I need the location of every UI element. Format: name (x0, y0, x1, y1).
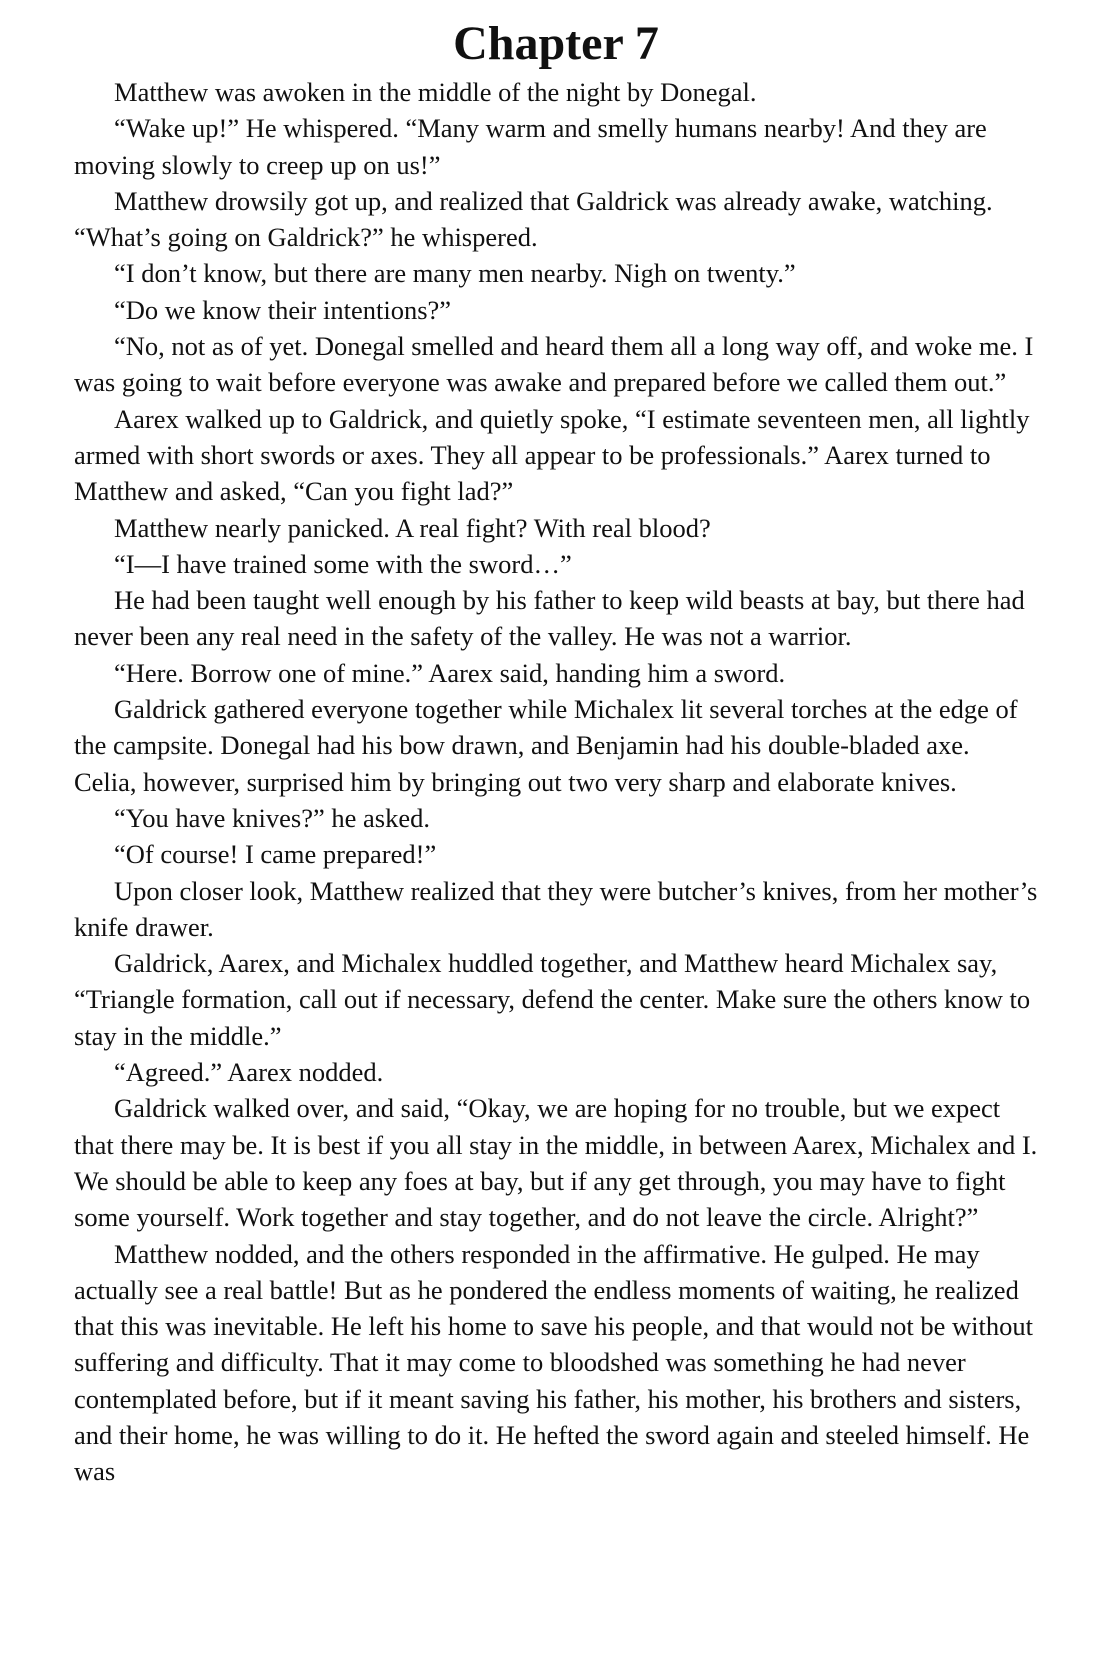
chapter-title: Chapter 7 (453, 17, 659, 70)
paragraph: “Wake up!” He whispered. “Many warm and smelly humans nearby! And they are moving slowly to creep up on us!” (74, 113, 987, 180)
paragraph: Matthew drowsily got up, and realized that Galdrick was already awake, watching. “What’s going on Galdrick?” he whispered. (74, 185, 993, 253)
paragraph: Matthew was awoken in the middle of the night by Donegal. (114, 77, 757, 107)
paragraph: “Of course! I came prepared!” (114, 839, 437, 870)
paragraph: “Agreed.” Aarex nodded. (114, 1057, 384, 1088)
paragraph: “Do we know their intentions?” (114, 294, 452, 325)
paragraph: “Here. Borrow one of mine.” Aarex said, handing him a sword. (114, 657, 786, 688)
paragraph: Matthew nodded, and the others responded in the affirmative. He gulped. He may actually see a real battle! But as he pondered the endless moments of waiting, he realized that this was inevitable. He left his home to save his people, and that would not be without suffering and difficulty. That it may come to bloodshed was something he had never contemplated before, but if it meant saving his father, his mother, his brothers and sisters, and their home, he was willing to do it. He hefted the sword again and steeled himself. He was (74, 1238, 1033, 1487)
paragraph: “I—I have trained some with the sword…” (114, 548, 572, 579)
paragraph: Upon closer look, Matthew realized that they were butcher’s knives, from her mother’s knife drawer. (74, 875, 1038, 942)
paragraph: Aarex walked up to Galdrick, and quietly spoke, “I estimate seventeen men, all lightly armed with short swords or axes. They all appear to be professionals.” Aarex turned to Matthew and asked, “Can you fight lad?” (74, 403, 1030, 507)
paragraph: “You have knives?” he asked. (114, 802, 430, 833)
paragraph: Galdrick walked over, and said, “Okay, we are hoping for no trouble, but we expect that there may be. It is best if you all stay in the middle, in between Aarex, Michalex and I. We should be able to keep any foes at bay, but if any get through, you may have to fight some yourself. Work together and stay together, and do not leave the circle. Alright?” (74, 1093, 1038, 1233)
paragraph: “I don’t know, but there are many men nearby. Nigh on twenty.” (114, 258, 796, 289)
paragraph: Galdrick gathered everyone together while Michalex lit several torches at the edge of the campsite. Donegal had his bow drawn, and Benjamin had his double-bladed axe. Celia, however, surprised him by bringing out two very sharp and elaborate knives. (74, 694, 1018, 797)
paragraph: “No, not as of yet. Donegal smelled and heard them all a long way off, and woke me. I was going to wait before everyone was awake and prepared before we called them out.” (74, 331, 1034, 398)
paragraph: Matthew nearly panicked. A real fight? With real blood? (114, 512, 711, 543)
chapter-body (74, 74, 1038, 1490)
paragraph: He had been taught well enough by his father to keep wild beasts at bay, but there had never been any real need in the safety of the valley. He was not a warrior. (74, 585, 1025, 652)
paragraph: Galdrick, Aarex, and Michalex huddled together, and Matthew heard Michalex say, “Triangle formation, call out if necessary, defend the center. Make sure the others know to stay in the middle.” (74, 948, 1031, 1051)
